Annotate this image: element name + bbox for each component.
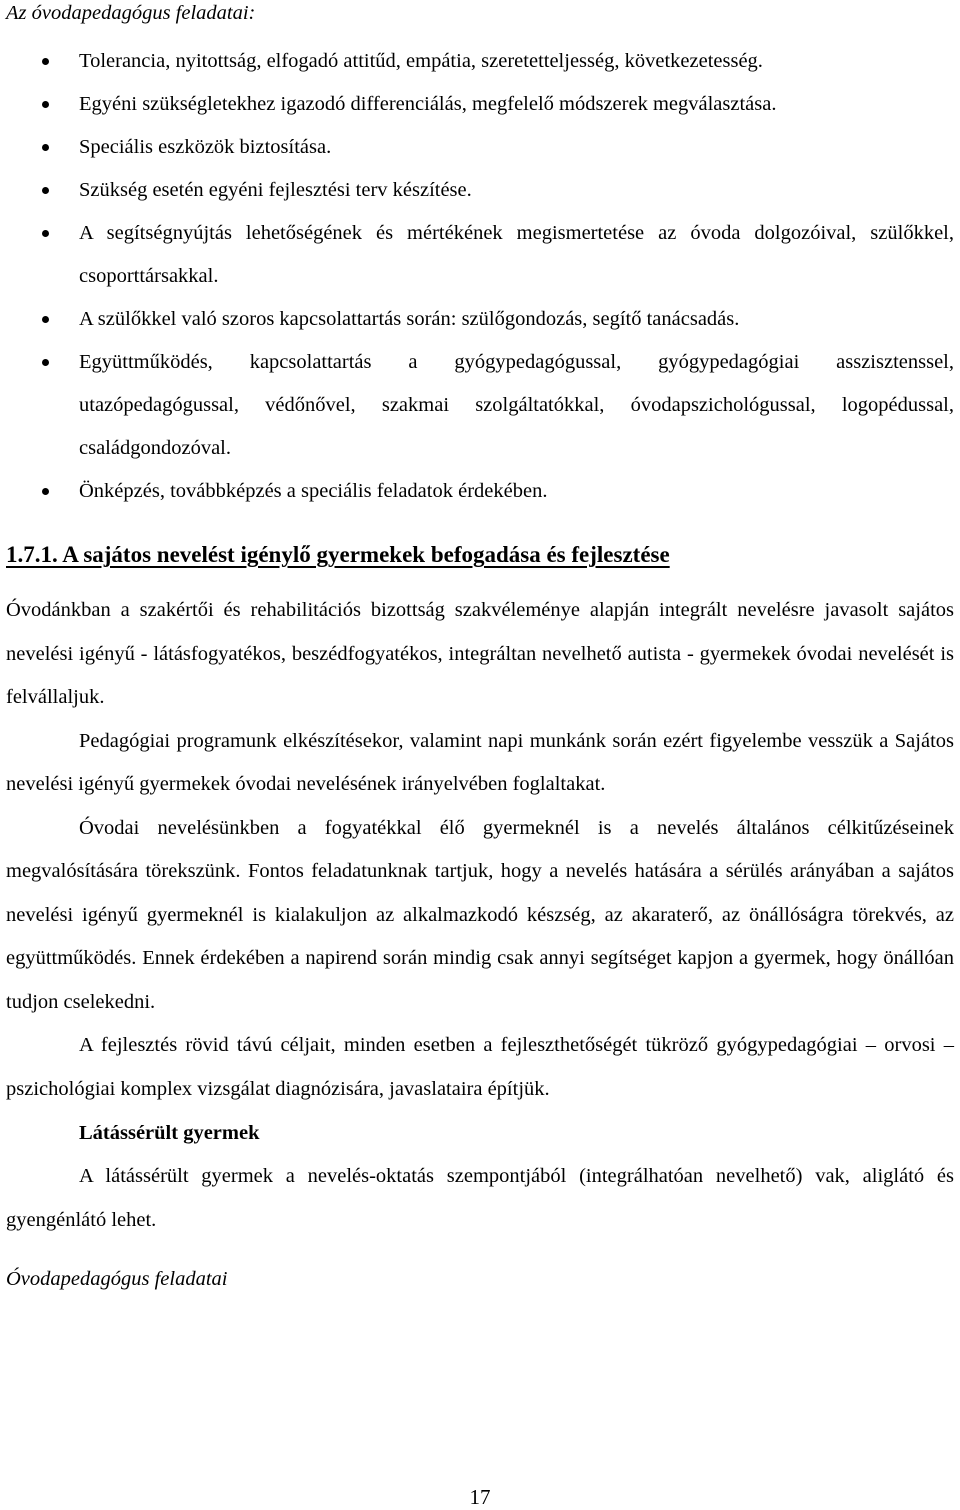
bullet-icon <box>42 316 49 323</box>
paragraph: Óvodai nevelésünkben a fogyatékkal élő gyermeknél is a nevelés általános célkitűzéseinek megvalósítására törekszünk. Fontos feladatunknak tartjuk, hogy a nevelés hatására a sérülés arányában a sajátos nevelési igényű gyermeknél is kialakuljon az alkalmazkodó készség, az akaraterő, az önállóságra törekvés, az együttműködés. Ennek érdekében a napirend során mindig csak annyi segítséget kapjon a gyermek, hogy önállóan tudjon cselekedni. <box>6 816 954 1013</box>
bullet-icon <box>42 359 49 366</box>
list-item <box>6 298 954 341</box>
list-item-text: Speciális eszközök biztosítása. <box>79 136 332 158</box>
paragraph: A látássérült gyermek a nevelés-oktatás szempontjából (integrálhatóan nevelhető) vak, aliglátó és gyengénlátó lehet. <box>6 1165 954 1231</box>
paragraph: Pedagógiai programunk elkészítésekor, valamint napi munkánk során ezért figyelembe vesszük a Sajátos nevelési igényű gyermekek óvodai nevelésének irányelvében foglaltakat. <box>6 729 954 795</box>
bullet-icon <box>42 101 49 108</box>
bullet-icon <box>42 58 49 65</box>
closing-italic-title: Óvodapedagógus feladatai <box>6 1268 228 1290</box>
list-item-text: Együttműködés, kapcsolattartás a gyógypedagógussal, gyógypedagógiai asszisztenssel, utazópedagógussal, védőnővel, szakmai szolgáltatókkal, óvodapszichológussal, logopédussal, családgondozóval. <box>79 351 954 459</box>
list-item <box>6 341 954 470</box>
bullet-icon <box>42 144 49 151</box>
list-item-text: Tolerancia, nyitottság, elfogadó attitűd, empátia, szeretetteljesség, következetesség. <box>79 50 763 72</box>
bullet-icon <box>42 488 49 495</box>
bullet-icon <box>42 187 49 194</box>
subheading: Látássérült gyermek <box>79 1122 260 1144</box>
page-number: 17 <box>469 1485 491 1509</box>
paragraph: Óvodánkban a szakértői és rehabilitációs bizottság szakvéleménye alapján integrált nevelésre javasolt sajátos nevelési igényű - látásfogyatékos, beszédfogyatékos, integráltan nevelhető autista - gyermekek óvodai nevelését is felvállaljuk. <box>6 599 954 708</box>
section-title: Az óvodapedagógus feladatai: <box>6 2 256 24</box>
document-page <box>6 0 954 1294</box>
section-heading: 1.7.1. A sajátos nevelést igénylő gyermekek befogadása és fejlesztése <box>6 542 670 567</box>
list-item <box>6 212 954 298</box>
list-item <box>6 470 954 513</box>
task-list <box>6 40 954 513</box>
paragraph: A fejlesztés rövid távú céljait, minden esetben a fejleszthetőségét tükröző gyógypedagógiai – orvosi – pszichológiai komplex vizsgálat diagnózisára, javaslataira építjük. <box>6 1034 954 1100</box>
list-item-text: A szülőkkel való szoros kapcsolattartás során: szülőgondozás, segítő tanácsadás. <box>79 308 740 330</box>
list-item <box>6 83 954 126</box>
bullet-icon <box>42 230 49 237</box>
list-item <box>6 169 954 212</box>
list-item-text: Önképzés, továbbképzés a speciális feladatok érdekében. <box>79 480 548 502</box>
list-item-text: A segítségnyújtás lehetőségének és mértékének megismertetése az óvoda dolgozóival, szülőkkel, csoporttársakkal. <box>79 222 954 287</box>
list-item-text: Szükség esetén egyéni fejlesztési terv készítése. <box>79 179 472 201</box>
list-item-text: Egyéni szükségletekhez igazodó differenciálás, megfelelő módszerek megválasztása. <box>79 93 777 115</box>
list-item <box>6 40 954 83</box>
list-item <box>6 126 954 169</box>
